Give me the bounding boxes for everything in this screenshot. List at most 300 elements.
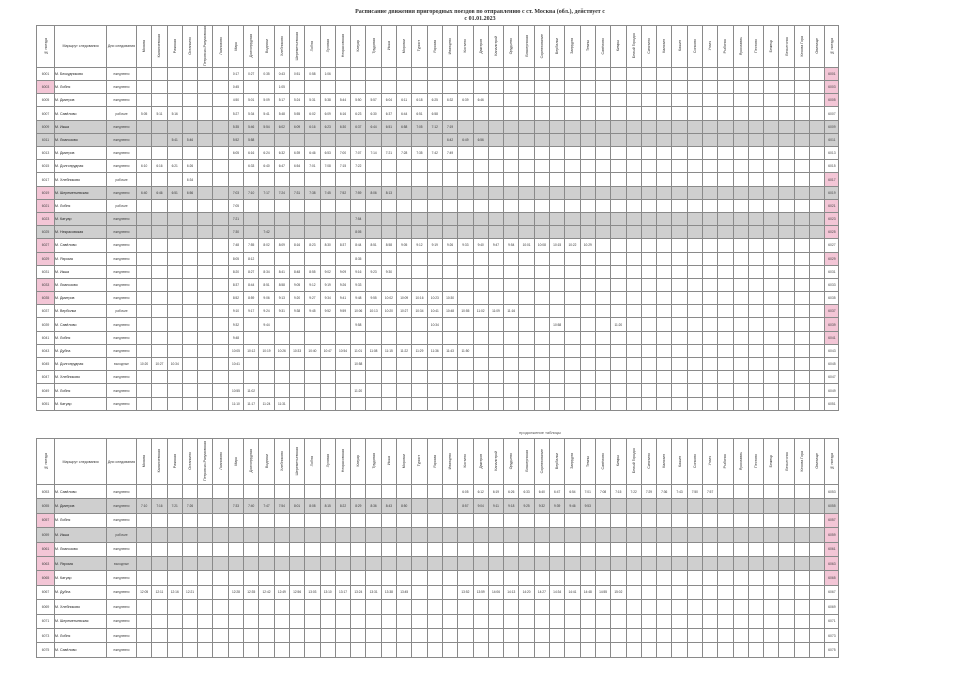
time-cell: [687, 643, 702, 657]
time-cell: 6:05: [228, 147, 243, 160]
time-cell: [397, 212, 412, 225]
time-cell: [764, 186, 779, 199]
time-cell: [611, 397, 626, 410]
time-cell: [488, 67, 503, 80]
time-cell: [244, 643, 259, 657]
time-cell: 6:56: [182, 186, 197, 199]
time-cell: [718, 265, 733, 278]
time-cell: 7:05: [228, 199, 243, 212]
time-cell: 6:18: [412, 94, 427, 107]
time-cell: [595, 81, 610, 94]
time-cell: [198, 513, 213, 527]
time-cell: [672, 305, 687, 318]
time-cell: [626, 542, 641, 556]
time-cell: 8:59: [244, 292, 259, 305]
time-cell: 6:02: [305, 107, 320, 120]
time-cell: [442, 160, 457, 173]
time-cell: 0:58: [305, 67, 320, 80]
days-cell: ежедневно: [107, 571, 137, 585]
time-cell: 11:36: [427, 344, 442, 357]
time-cell: [794, 147, 809, 160]
time-cell: 6:02: [274, 120, 289, 133]
time-cell: [733, 239, 748, 252]
time-cell: [381, 133, 396, 146]
header-stop: [458, 439, 473, 485]
time-cell: 7:29: [641, 485, 656, 499]
time-cell: 10:54: [335, 344, 350, 357]
time-cell: [519, 120, 534, 133]
time-cell: 15:02: [611, 585, 626, 599]
time-cell: [611, 600, 626, 614]
time-cell: [366, 397, 381, 410]
time-cell: [335, 485, 350, 499]
time-cell: [657, 628, 672, 642]
header-stop: [748, 26, 763, 68]
time-cell: [580, 600, 595, 614]
time-cell: [794, 120, 809, 133]
time-cell: [152, 212, 167, 225]
train-number-cell: 6023: [37, 212, 55, 225]
route-cell: М. Икша: [55, 528, 107, 542]
time-cell: 9:58: [351, 318, 366, 331]
time-cell: [702, 226, 717, 239]
days-cell: ежедневно: [107, 212, 137, 225]
time-cell: [702, 292, 717, 305]
time-cell: [733, 542, 748, 556]
time-cell: [244, 212, 259, 225]
time-cell: [626, 94, 641, 107]
header-stop: [519, 439, 534, 485]
time-cell: [519, 133, 534, 146]
time-cell: [764, 628, 779, 642]
time-cell: 6:44: [366, 120, 381, 133]
time-cell: [381, 485, 396, 499]
time-cell: [412, 212, 427, 225]
time-cell: [274, 384, 289, 397]
train-number-cell-right: 6059: [825, 528, 839, 542]
time-cell: [641, 133, 656, 146]
time-cell: 6:47: [550, 485, 565, 499]
time-cell: [152, 305, 167, 318]
time-cell: 7:50: [687, 485, 702, 499]
time-cell: [182, 278, 197, 291]
time-cell: [657, 133, 672, 146]
time-cell: [488, 331, 503, 344]
time-cell: [779, 107, 794, 120]
time-cell: [810, 239, 825, 252]
time-cell: [687, 371, 702, 384]
time-cell: [550, 614, 565, 628]
time-cell: [228, 571, 243, 585]
time-cell: [534, 571, 549, 585]
time-cell: [519, 628, 534, 642]
time-cell: [182, 358, 197, 371]
time-cell: 10:22: [565, 239, 580, 252]
time-cell: [702, 397, 717, 410]
time-cell: [641, 160, 656, 173]
time-cell: [397, 628, 412, 642]
time-cell: [748, 485, 763, 499]
time-cell: [473, 358, 488, 371]
time-cell: [764, 239, 779, 252]
time-cell: [672, 81, 687, 94]
train-number-cell-right: 6057: [825, 513, 839, 527]
time-cell: [488, 358, 503, 371]
time-cell: [550, 265, 565, 278]
time-cell: [488, 252, 503, 265]
time-cell: [504, 173, 519, 186]
time-cell: [137, 199, 152, 212]
time-cell: [228, 542, 243, 556]
time-cell: [611, 371, 626, 384]
header-stop: [810, 26, 825, 68]
time-cell: [335, 371, 350, 384]
time-cell: [504, 186, 519, 199]
time-cell: [442, 397, 457, 410]
time-cell: [504, 107, 519, 120]
time-cell: [473, 600, 488, 614]
train-number-cell: 6041: [37, 331, 55, 344]
time-cell: 6:26: [182, 160, 197, 173]
time-cell: [259, 331, 274, 344]
time-cell: 7:08: [595, 485, 610, 499]
train-number-cell-right: 6017: [825, 173, 839, 186]
time-cell: [718, 585, 733, 599]
time-cell: [779, 239, 794, 252]
route-cell: М. Долгопрудная: [55, 160, 107, 173]
route-cell: М. Лобня: [55, 199, 107, 212]
days-cell: ежедневно: [107, 265, 137, 278]
time-cell: [733, 499, 748, 513]
time-cell: [259, 571, 274, 585]
time-cell: [764, 643, 779, 657]
time-cell: 7:43: [672, 485, 687, 499]
time-cell: [182, 331, 197, 344]
time-cell: [626, 513, 641, 527]
time-cell: [779, 585, 794, 599]
time-cell: [702, 278, 717, 291]
time-cell: [611, 528, 626, 542]
time-cell: [305, 614, 320, 628]
train-number-cell-right: 6001: [825, 67, 839, 80]
time-cell: [687, 585, 702, 599]
time-cell: [580, 344, 595, 357]
table-row: [37, 252, 839, 265]
time-cell: [397, 278, 412, 291]
time-cell: [473, 318, 488, 331]
time-cell: [182, 614, 197, 628]
time-cell: 9:26: [442, 239, 457, 252]
time-cell: [611, 186, 626, 199]
time-cell: [259, 199, 274, 212]
header-stop: [427, 26, 442, 68]
time-cell: [167, 67, 182, 80]
time-cell: [305, 252, 320, 265]
time-cell: [198, 186, 213, 199]
time-cell: [641, 186, 656, 199]
time-cell: [733, 397, 748, 410]
time-cell: [626, 173, 641, 186]
time-cell: [733, 571, 748, 585]
time-cell: [626, 107, 641, 120]
time-cell: [427, 499, 442, 513]
header-stop: [366, 26, 381, 68]
time-cell: [565, 120, 580, 133]
time-cell: [381, 81, 396, 94]
time-cell: 11:09: [488, 305, 503, 318]
time-cell: 7:57: [702, 485, 717, 499]
time-cell: [810, 67, 825, 80]
time-cell: [641, 643, 656, 657]
time-cell: [764, 542, 779, 556]
time-cell: [504, 513, 519, 527]
header-stop: [733, 26, 748, 68]
time-cell: [550, 600, 565, 614]
time-cell: [137, 147, 152, 160]
time-cell: [305, 628, 320, 642]
time-cell: [152, 614, 167, 628]
header-stop-label: Запрудня: [570, 38, 575, 54]
time-cell: [702, 614, 717, 628]
time-cell: [473, 186, 488, 199]
time-cell: [289, 397, 304, 410]
time-cell: [504, 318, 519, 331]
time-cell: 13:03: [305, 585, 320, 599]
time-cell: [182, 107, 197, 120]
time-cell: [152, 371, 167, 384]
time-cell: [152, 485, 167, 499]
time-cell: [473, 397, 488, 410]
time-cell: [366, 160, 381, 173]
days-cell: рабочие: [107, 173, 137, 186]
time-cell: 10:05: [228, 344, 243, 357]
time-cell: [687, 358, 702, 371]
time-cell: [397, 513, 412, 527]
time-cell: [259, 173, 274, 186]
time-cell: 9:23: [366, 265, 381, 278]
time-cell: [305, 571, 320, 585]
time-cell: [565, 292, 580, 305]
time-cell: [213, 513, 228, 527]
time-cell: [182, 542, 197, 556]
time-cell: [504, 384, 519, 397]
time-cell: [488, 81, 503, 94]
time-cell: [748, 614, 763, 628]
header-route: [55, 26, 107, 68]
time-cell: [519, 278, 534, 291]
time-cell: [657, 265, 672, 278]
time-cell: 13:52: [458, 585, 473, 599]
time-cell: [764, 528, 779, 542]
time-cell: [137, 252, 152, 265]
time-cell: [611, 278, 626, 291]
time-cell: [672, 212, 687, 225]
time-cell: 8:08: [305, 499, 320, 513]
time-cell: [580, 542, 595, 556]
time-cell: [718, 160, 733, 173]
time-cell: [289, 226, 304, 239]
time-cell: [320, 542, 335, 556]
time-cell: 6:39: [458, 94, 473, 107]
header-stop-label: Останкино: [188, 452, 193, 470]
time-cell: [488, 542, 503, 556]
time-cell: [320, 384, 335, 397]
time-cell: [534, 542, 549, 556]
time-cell: [182, 239, 197, 252]
time-cell: [152, 120, 167, 133]
time-cell: [351, 173, 366, 186]
time-cell: 14:06: [488, 585, 503, 599]
header-stop-label: Влахернская: [524, 35, 529, 57]
train-number-cell: 6071: [37, 614, 55, 628]
time-cell: [779, 160, 794, 173]
header-stop: [657, 439, 672, 485]
time-cell: [657, 571, 672, 585]
time-cell: [198, 485, 213, 499]
time-cell: [335, 542, 350, 556]
header-stop: [259, 439, 274, 485]
time-cell: 6:40: [137, 186, 152, 199]
time-cell: [381, 358, 396, 371]
time-cell: 6:54: [289, 160, 304, 173]
time-cell: [733, 528, 748, 542]
time-cell: [687, 278, 702, 291]
time-cell: 6:37: [351, 120, 366, 133]
time-cell: [764, 133, 779, 146]
time-cell: [702, 358, 717, 371]
time-cell: [397, 542, 412, 556]
time-cell: [427, 571, 442, 585]
time-cell: [519, 67, 534, 80]
time-cell: [335, 384, 350, 397]
time-cell: [519, 212, 534, 225]
time-cell: [794, 305, 809, 318]
time-cell: [442, 528, 457, 542]
time-cell: [488, 94, 503, 107]
time-cell: [580, 614, 595, 628]
time-cell: [580, 643, 595, 657]
time-cell: [442, 318, 457, 331]
time-cell: [794, 384, 809, 397]
time-cell: [718, 186, 733, 199]
time-cell: [458, 107, 473, 120]
train-number-cell-right: 6075: [825, 643, 839, 657]
table-row: [37, 278, 839, 291]
time-cell: [764, 94, 779, 107]
time-cell: [397, 485, 412, 499]
time-cell: [550, 331, 565, 344]
time-cell: [702, 173, 717, 186]
days-cell: ежедневно: [107, 226, 137, 239]
time-cell: 9:34: [320, 292, 335, 305]
header-stop: [794, 26, 809, 68]
header-stop: [198, 439, 213, 485]
time-cell: [182, 344, 197, 357]
time-cell: [152, 542, 167, 556]
time-cell: [810, 397, 825, 410]
time-cell: [580, 107, 595, 120]
time-cell: [381, 67, 396, 80]
time-cell: [657, 147, 672, 160]
time-cell: [458, 173, 473, 186]
time-cell: [442, 265, 457, 278]
time-cell: [137, 278, 152, 291]
time-cell: [733, 600, 748, 614]
time-cell: [259, 542, 274, 556]
time-cell: [213, 186, 228, 199]
time-cell: [152, 199, 167, 212]
time-cell: [427, 397, 442, 410]
time-cell: [442, 556, 457, 570]
time-cell: [152, 226, 167, 239]
time-cell: [488, 614, 503, 628]
time-cell: [366, 81, 381, 94]
time-cell: [274, 252, 289, 265]
time-cell: [519, 528, 534, 542]
time-cell: 7:52: [335, 186, 350, 199]
time-cell: [198, 199, 213, 212]
time-cell: [611, 160, 626, 173]
time-cell: [182, 67, 197, 80]
header-stop: [213, 439, 228, 485]
time-cell: [810, 107, 825, 120]
time-cell: [442, 585, 457, 599]
header-stop: [397, 26, 412, 68]
time-cell: [488, 371, 503, 384]
time-cell: [702, 331, 717, 344]
time-cell: [550, 278, 565, 291]
time-cell: [488, 147, 503, 160]
time-cell: [718, 384, 733, 397]
time-cell: [274, 485, 289, 499]
time-cell: [412, 542, 427, 556]
time-cell: 7:21: [228, 212, 243, 225]
time-cell: [595, 292, 610, 305]
time-cell: [442, 571, 457, 585]
time-cell: [412, 371, 427, 384]
time-cell: [779, 199, 794, 212]
time-cell: 8:41: [274, 265, 289, 278]
time-cell: [779, 513, 794, 527]
time-cell: 9:33: [458, 239, 473, 252]
time-cell: [580, 305, 595, 318]
route-cell: М. Хлебниково: [55, 600, 107, 614]
time-cell: [504, 81, 519, 94]
time-cell: [595, 371, 610, 384]
header-stop-label: Рыбинск: [723, 38, 728, 54]
time-cell: 6:49: [458, 133, 473, 146]
time-cell: [657, 120, 672, 133]
time-cell: [748, 239, 763, 252]
time-cell: [611, 81, 626, 94]
time-cell: [289, 318, 304, 331]
route-cell: М. Икша: [55, 265, 107, 278]
route-cell: М. Яхрома: [55, 556, 107, 570]
time-cell: [794, 371, 809, 384]
time-cell: [595, 499, 610, 513]
time-cell: [198, 265, 213, 278]
train-number-cell: 6055: [37, 499, 55, 513]
time-cell: [305, 133, 320, 146]
time-cell: [550, 571, 565, 585]
time-cell: [733, 133, 748, 146]
time-cell: 6:30: [366, 107, 381, 120]
header-stop: [641, 439, 656, 485]
time-cell: [397, 133, 412, 146]
time-cell: [748, 186, 763, 199]
time-cell: [611, 133, 626, 146]
time-cell: 6:09: [320, 107, 335, 120]
